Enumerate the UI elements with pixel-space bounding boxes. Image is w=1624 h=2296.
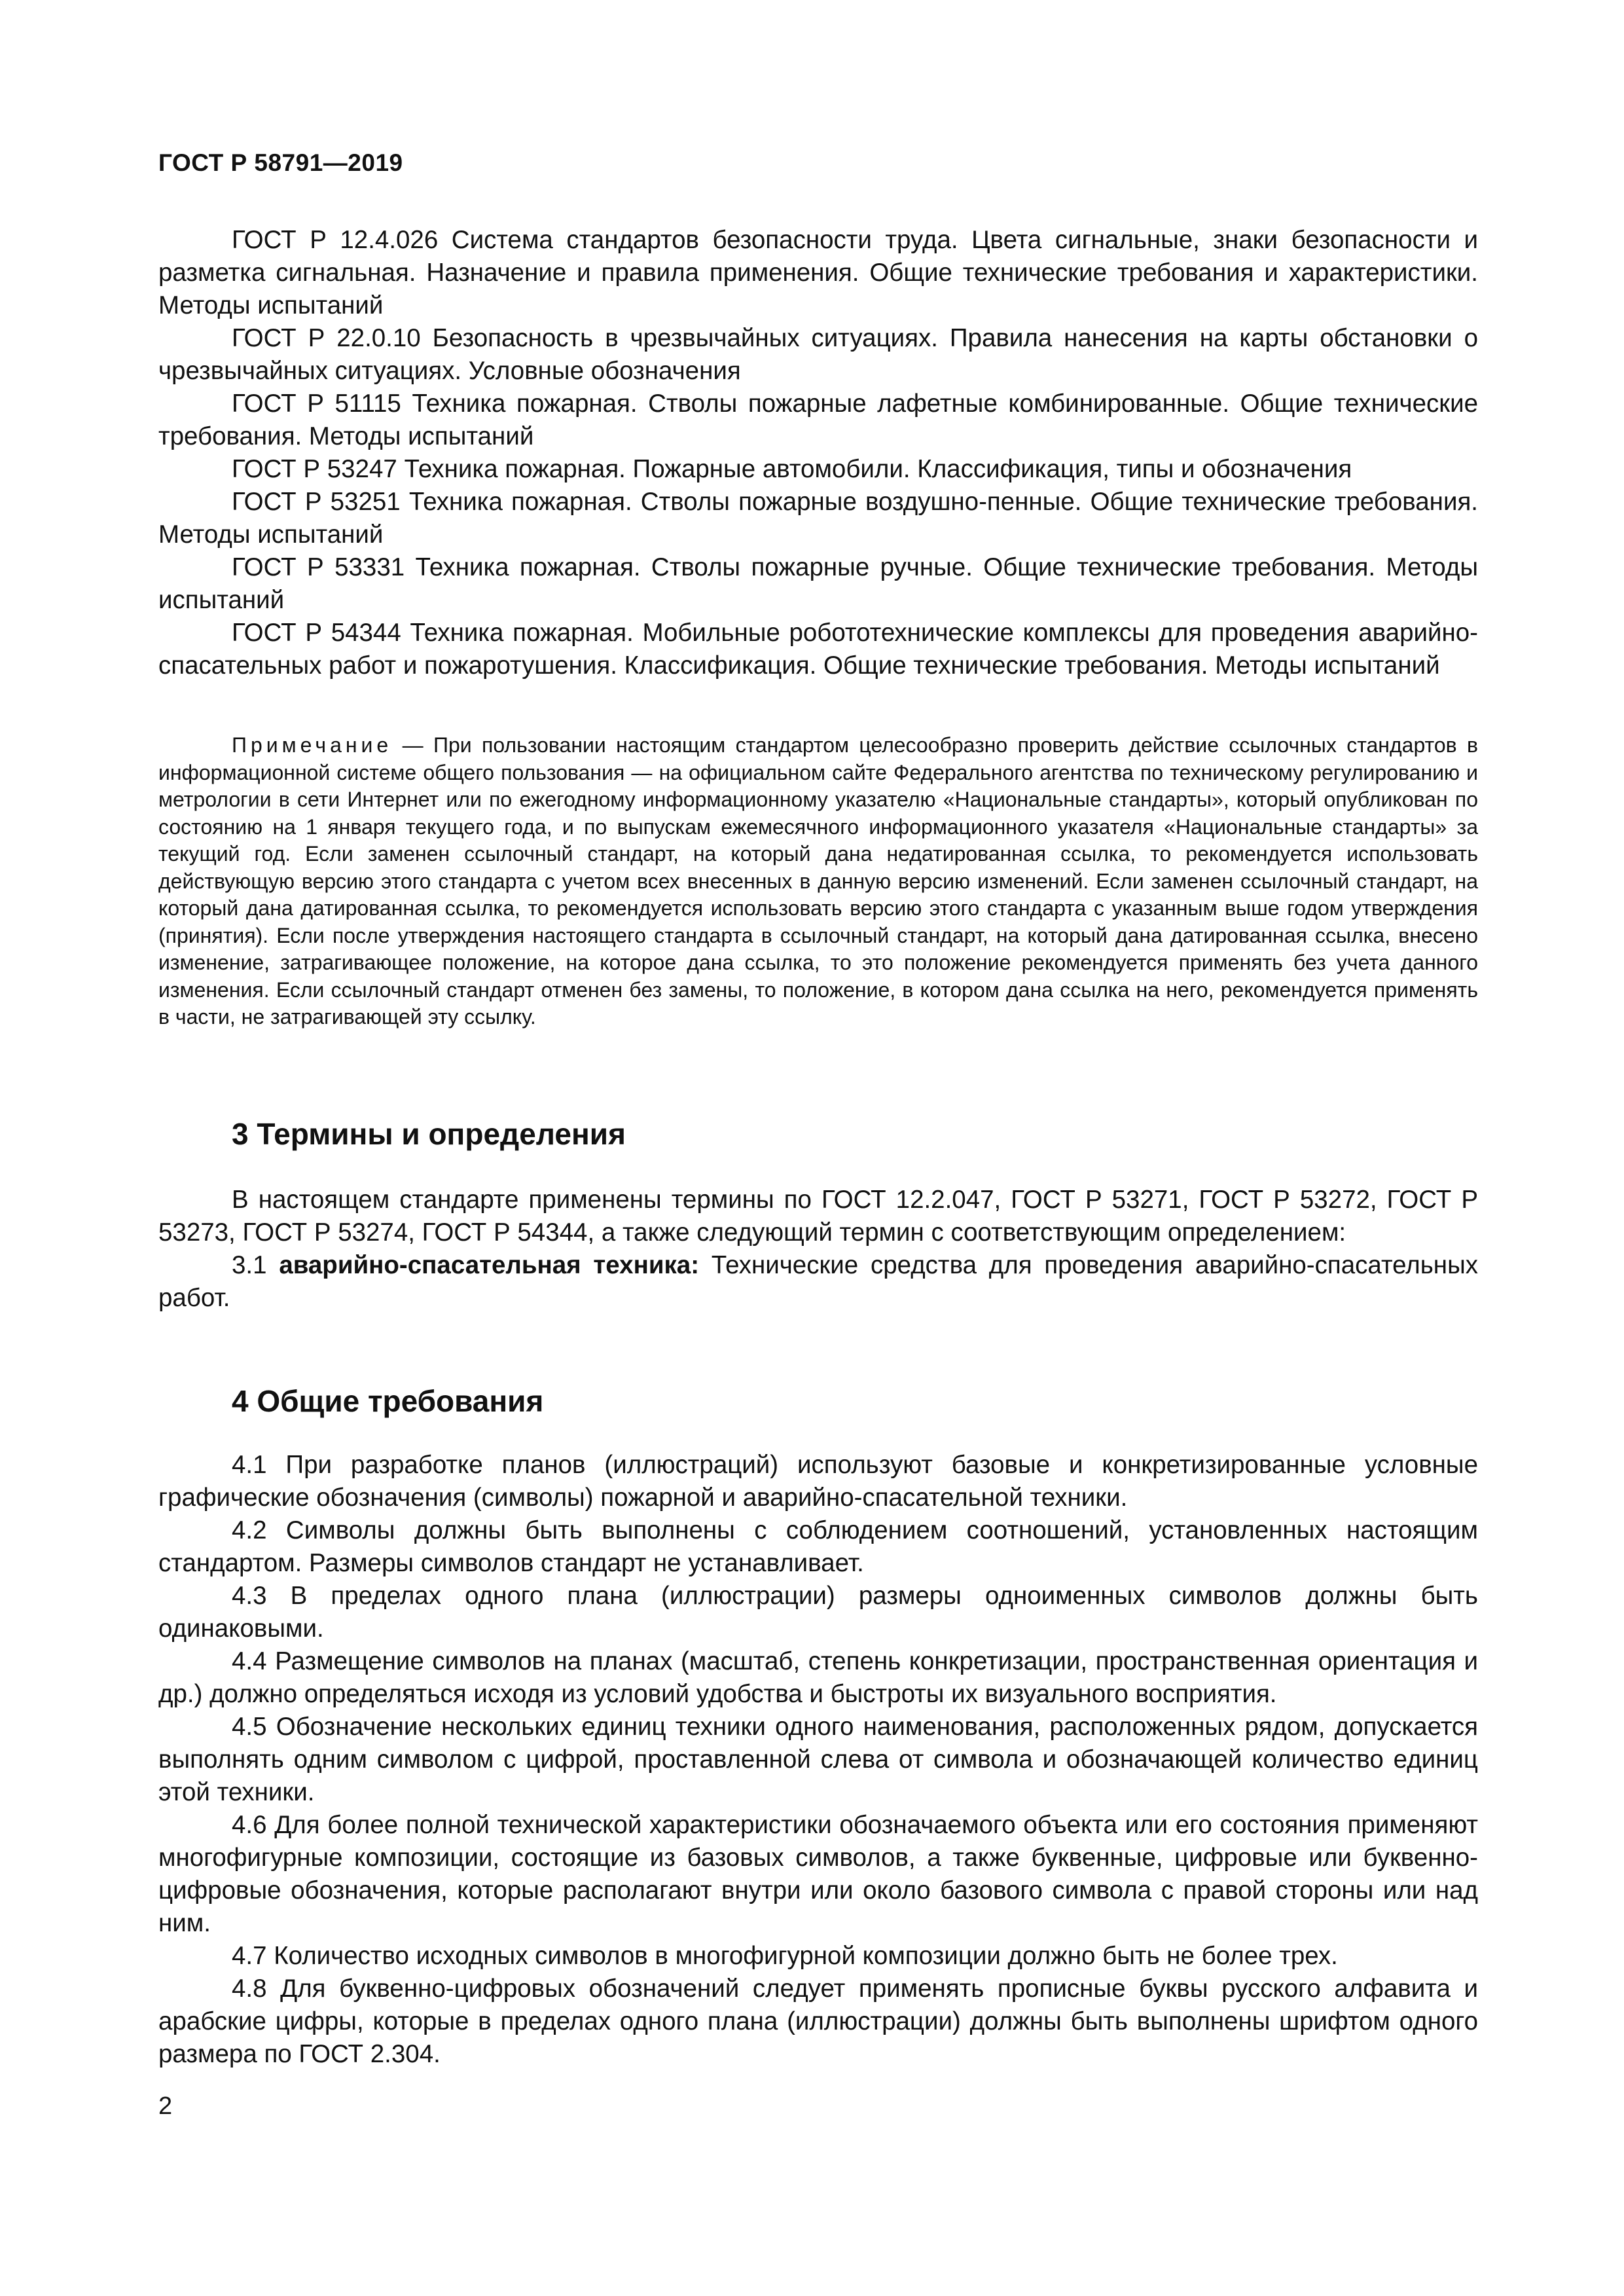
section-3-intro: В настоящем стандарте применены термины по ГОСТ 12.2.047, ГОСТ Р 53271, ГОСТ Р 53272, ГОСТ Р 53273, ГОСТ Р 53274, ГОСТ Р 54344, а также следующий термин с соответствующим определением:	[158, 1186, 1478, 1247]
requirement-item: 4.4 Размещение символов на планах (масштаб, степень конкретизации, пространственная ориентация и др.) должно определяться исходя из условий удобства и быстроты их визуального восприятия.	[158, 1647, 1478, 1708]
reference-item: ГОСТ Р 51115 Техника пожарная. Стволы пожарные лафетные комбинированные. Общие технические требования. Методы испытаний	[158, 390, 1478, 450]
requirement-item: 4.7 Количество исходных символов в многофигурной композиции должно быть не более трех.	[232, 1942, 1338, 1970]
reference-item: ГОСТ Р 12.4.026 Система стандартов безопасности труда. Цвета сигнальные, знаки безопасности и разметка сигнальная. Назначение и правила применения. Общие технические требования и характеристики. Методы испытаний	[158, 226, 1478, 319]
references-note	[158, 732, 1478, 1031]
reference-item: ГОСТ Р 22.0.10 Безопасность в чрезвычайных ситуациях. Правила нанесения на карты обстановки о чрезвычайных ситуациях. Условные обозначения	[158, 324, 1478, 385]
requirement-item: 4.2 Символы должны быть выполнены с соблюдением соотношений, установленных настоящим стандартом. Размеры символов стандарт не устанавливает.	[158, 1516, 1478, 1577]
document-header-id: ГОСТ Р 58791—2019	[158, 149, 403, 176]
requirement-item: 4.5 Обозначение нескольких единиц техники одного наименования, расположенных рядом, допускается выполнять одним символом с цифрой, проставленной слева от символа и обозначающей количество единиц этой техники.	[158, 1713, 1478, 1806]
page-number: 2	[158, 2092, 173, 2120]
term-name: аварийно-спасательная техника:	[279, 1251, 700, 1279]
requirement-item: 4.3 В пределах одного плана (иллюстрации) размеры одноименных символов должны быть одинаковыми.	[158, 1582, 1478, 1643]
note-text: — При пользовании настоящим стандартом целесообразно проверить действие ссылочных стандартов в информационной системе общего пользования — на официальном сайте Федерального агентства по техническому регулированию и метрологии в сети Интернет или по ежегодному информационному указателю «Национальные стандарты», который опубликован по состоянию на 1 января текущего года, и по выпускам ежемесячного информационного указателя «Национальные стандарты» за текущий год. Если заменен ссылочный стандарт, на который дана недатированная ссылка, то рекомендуется использовать действующую версию этого стандарта с учетом всех внесенных в данную версию изменений. Если заменен ссылочный стандарт, на который дана датированная ссылка, то рекомендуется использовать версию этого стандарта с указанным выше годом утверждения (принятия). Если после утверждения настоящего стандарта в ссылочный стандарт, на который дана датированная ссылка, внесено изменение, затрагивающее положение, на которое дана ссылка, то это положение рекомендуется применять без учета данного изменения. Если ссылочный стандарт отменен без замены, то положение, в котором дана ссылка на него, рекомендуется применять в части, не затрагивающей эту ссылку.	[158, 733, 1478, 1029]
section-3-body	[158, 1184, 1478, 1315]
note-paragraph	[158, 732, 1478, 1031]
requirement-item: 4.1 При разработке планов (иллюстраций) используют базовые и конкретизированные условные графические обозначения (символы) пожарной и аварийно-спасательной техники.	[158, 1451, 1478, 1512]
reference-item: ГОСТ Р 54344 Техника пожарная. Мобильные робототехнические комплексы для проведения аварийно-спасательных работ и пожаротушения. Классификация. Общие технические требования. Методы испытаний	[158, 619, 1478, 680]
term-number: 3.1	[232, 1251, 280, 1279]
section-4-heading: 4 Общие требования	[232, 1384, 544, 1418]
reference-item: ГОСТ Р 53331 Техника пожарная. Стволы пожарные ручные. Общие технические требования. Методы испытаний	[158, 553, 1478, 614]
reference-item: ГОСТ Р 53247 Техника пожарная. Пожарные автомобили. Классификация, типы и обозначения	[232, 455, 1352, 483]
section-3-heading: 3 Термины и определения	[232, 1117, 626, 1151]
note-label: Примечание	[232, 733, 393, 757]
normative-references-list	[158, 224, 1478, 682]
section-4-body	[158, 1449, 1478, 2071]
requirement-item: 4.8 Для буквенно-цифровых обозначений следует применять прописные буквы русского алфавита и арабские цифры, которые в пределах одного плана (иллюстрации) должны быть выполнены шрифтом одного размера по ГОСТ 2.304.	[158, 1975, 1478, 2068]
requirement-item: 4.6 Для более полной технической характеристики обозначаемого объекта или его состояния применяют многофигурные композиции, состоящие из базовых символов, а также буквенные, цифровые или буквенно-цифровые обозначения, которые располагают внутри или около базового символа с правой стороны или над ним.	[158, 1811, 1478, 1937]
reference-item: ГОСТ Р 53251 Техника пожарная. Стволы пожарные воздушно-пенные. Общие технические требования. Методы испытаний	[158, 488, 1478, 549]
term-definition-text: Технические средства для проведения аварийно-спасательных работ.	[158, 1251, 1478, 1312]
term-definition	[158, 1249, 1478, 1315]
